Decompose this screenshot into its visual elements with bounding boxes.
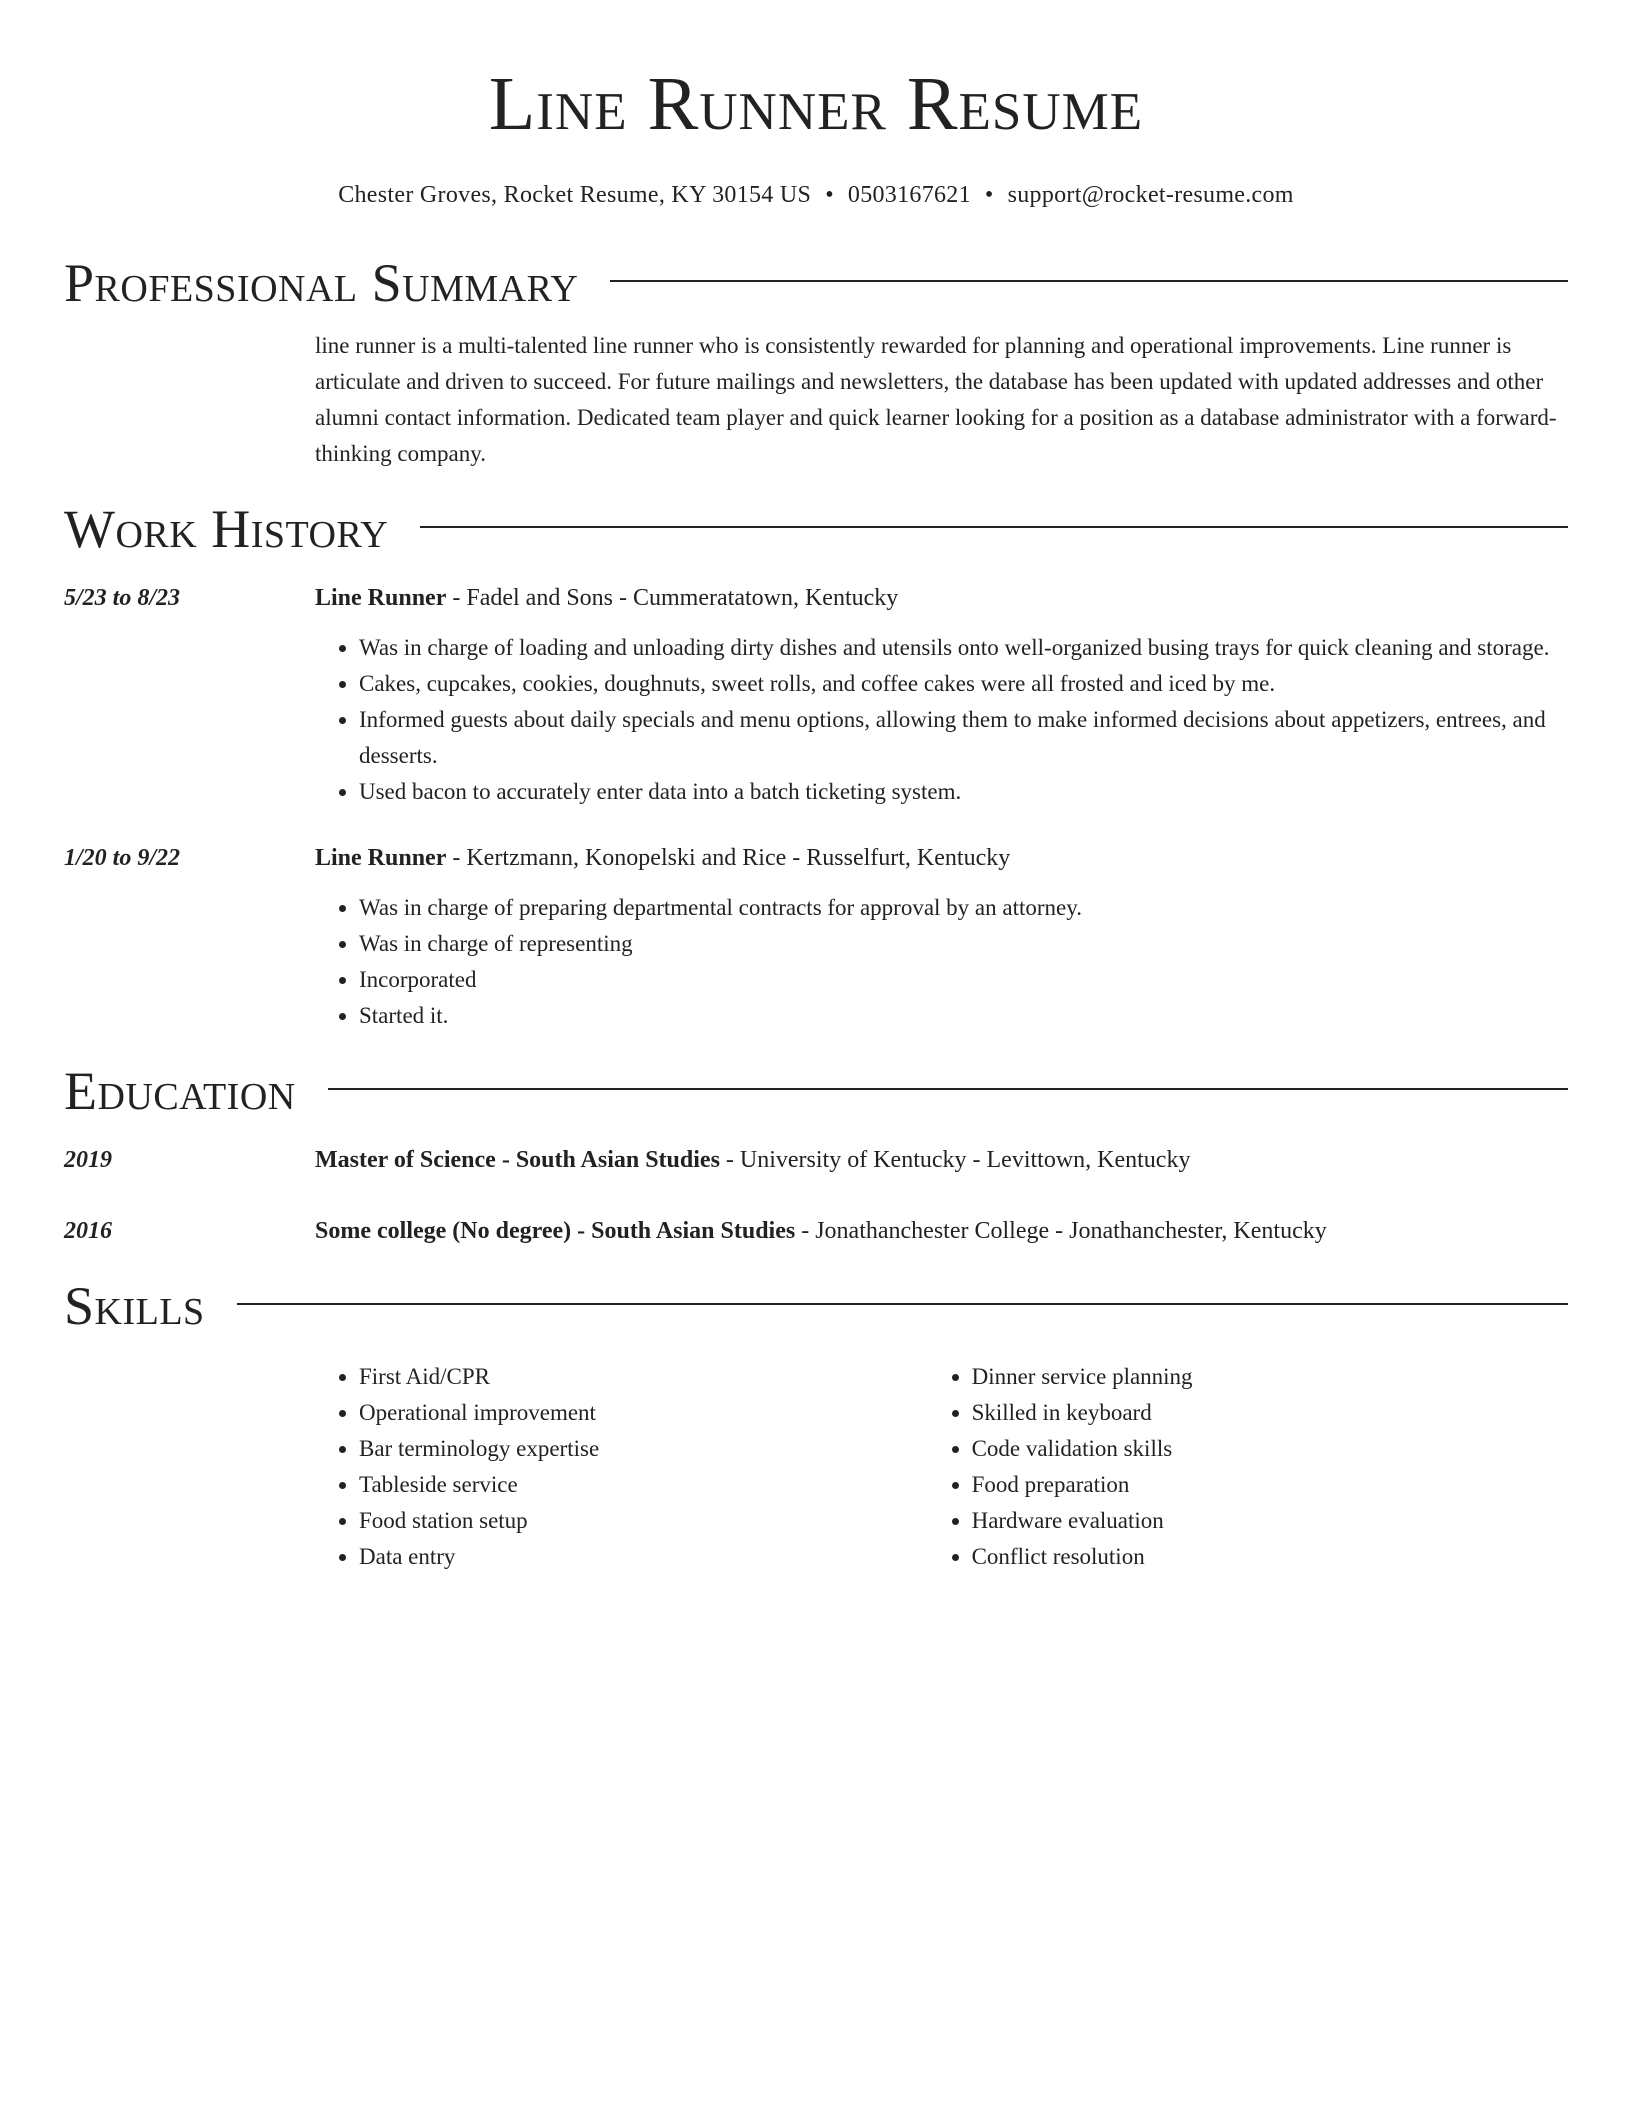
- work-bullet-list: [315, 890, 1568, 1034]
- education-section-header: [64, 1058, 1568, 1124]
- list-item: • Used bacon to accurately enter data into a batch ticketing system.: [359, 774, 1568, 810]
- contact-separator: •: [825, 182, 834, 208]
- skill-item: • Food preparation: [972, 1467, 1568, 1503]
- skill-item: • Dinner service planning: [972, 1359, 1568, 1395]
- education-title-line: [315, 1213, 1327, 1249]
- page-title: Line Runner Resume: [488, 62, 1144, 146]
- work-entry: [64, 580, 1568, 810]
- education-title-line: [315, 1142, 1190, 1178]
- section-divider: [610, 280, 1568, 282]
- degree: Master of Science - South Asian Studies: [315, 1147, 720, 1173]
- list-item: • Informed guests about daily specials and menu options, allowing them to make informed decisions about appetizers, entrees, and desserts.: [359, 702, 1568, 774]
- school-details: - University of Kentucky - Levittown, Kentucky: [719, 1147, 1191, 1173]
- skill-item: • Bar terminology expertise: [359, 1431, 928, 1467]
- job-details: - Kertzmann, Konopelski and Rice - Russelfurt, Kentucky: [446, 845, 1011, 871]
- contact-phone: 0503167621: [847, 182, 971, 208]
- job-details: - Fadel and Sons - Cummeratatown, Kentucky: [446, 585, 899, 611]
- skill-item: • Tableside service: [359, 1467, 928, 1503]
- section-title-skills: Skills: [64, 1276, 205, 1336]
- list-item: • Started it.: [359, 998, 1568, 1034]
- section-divider: [237, 1303, 1568, 1305]
- work-dates: 5/23 to 8/23: [64, 585, 181, 611]
- education-entry: [64, 1142, 1568, 1178]
- list-item: • Was in charge of representing: [359, 926, 1568, 962]
- skills-grid: [315, 1359, 1568, 1575]
- work-entry: [64, 840, 1568, 1034]
- skill-item: • Skilled in keyboard: [972, 1395, 1568, 1431]
- job-title: Line Runner: [315, 845, 447, 871]
- list-item: • Was in charge of loading and unloading dirty dishes and utensils onto well-organized busing trays for quick cleaning and storage.: [359, 630, 1568, 666]
- skills-list-right: [928, 1359, 1568, 1575]
- skill-item: • Conflict resolution: [972, 1539, 1568, 1575]
- section-divider: [420, 526, 1568, 528]
- section-divider: [328, 1088, 1568, 1090]
- summary-section-header: [64, 250, 1568, 316]
- education-year: 2016: [64, 1218, 112, 1244]
- skills-list-left: [315, 1359, 928, 1575]
- list-item: • Cakes, cupcakes, cookies, doughnuts, sweet rolls, and coffee cakes were all frosted and iced by me.: [359, 666, 1568, 702]
- education-year: 2019: [64, 1147, 112, 1173]
- degree: Some college (No degree) - South Asian Studies: [315, 1218, 796, 1244]
- resume-page: [64, 0, 1568, 1575]
- skill-item: • Food station setup: [359, 1503, 928, 1539]
- contact-address: Chester Groves, Rocket Resume, KY 30154 US: [338, 182, 812, 208]
- skill-item: • First Aid/CPR: [359, 1359, 928, 1395]
- contact-separator: •: [984, 182, 994, 208]
- school-details: - Jonathanchester College - Jonathanchester, Kentucky: [795, 1218, 1327, 1244]
- summary-text: line runner is a multi-talented line runner who is consistently rewarded for planning and operational improvements. Line runner is articulate and driven to succeed. For future mailings and newsletters, the database has been updated with updated addresses and other alumni contact information. Dedicated team player and quick learner looking for a position as a database administrator with a forward-thinking company.: [315, 333, 1557, 466]
- section-title-work: Work History: [64, 499, 389, 559]
- section-title-summary: Professional Summary: [64, 253, 579, 313]
- section-title-education: Education: [64, 1061, 296, 1121]
- skill-item: • Hardware evaluation: [972, 1503, 1568, 1539]
- skill-item: • Code validation skills: [972, 1431, 1568, 1467]
- job-title: Line Runner: [315, 585, 447, 611]
- work-title-line: [315, 840, 1010, 876]
- contact-email: support@rocket-resume.com: [1007, 182, 1294, 208]
- work-title-line: [315, 580, 898, 616]
- education-entry: [64, 1213, 1568, 1249]
- list-item: • Was in charge of preparing departmental contracts for approval by an attorney.: [359, 890, 1568, 926]
- skill-item: • Operational improvement: [359, 1395, 928, 1431]
- work-section-header: [64, 496, 1568, 562]
- contact-info: [64, 180, 1568, 210]
- work-dates: 1/20 to 9/22: [64, 845, 181, 871]
- skills-section-header: [64, 1273, 1568, 1339]
- skill-item: • Data entry: [359, 1539, 928, 1575]
- work-bullet-list: [315, 630, 1568, 810]
- list-item: • Incorporated: [359, 962, 1568, 998]
